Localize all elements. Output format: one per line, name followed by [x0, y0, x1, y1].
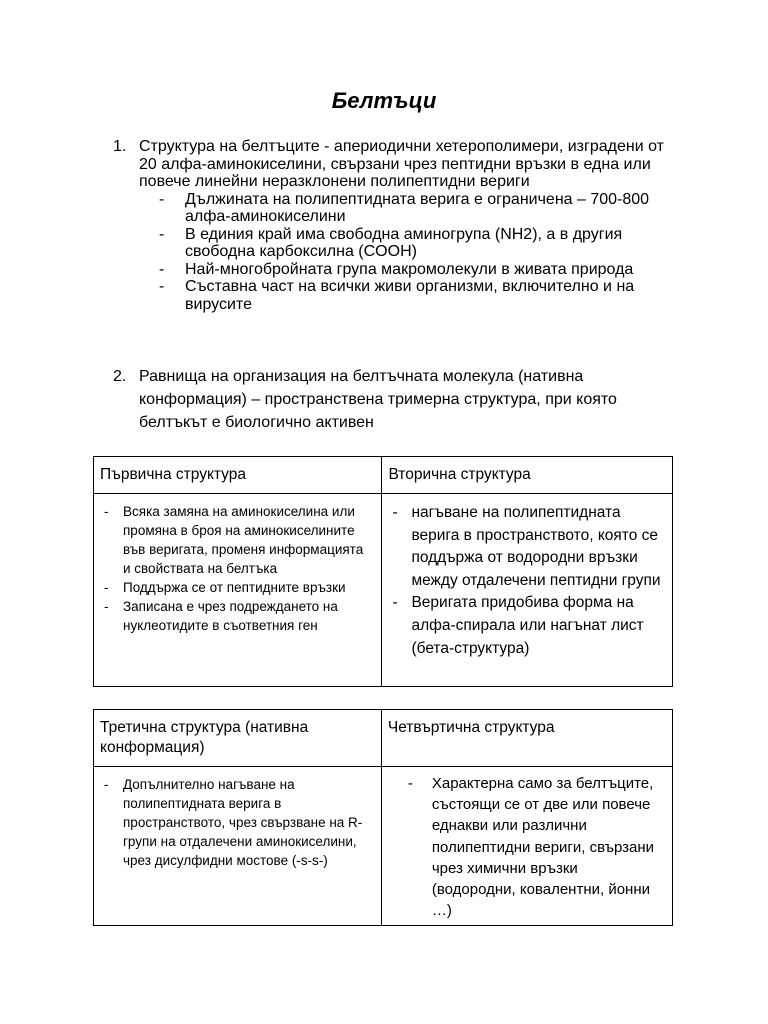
- list-item: - Най-многобройната група макромолекули в живата природа: [159, 260, 634, 278]
- list-item: - Записана е чрез подреждането на нуклеотидите в съответния ген: [104, 599, 338, 633]
- list-item: - В единия край има свободна аминогрупа (NH2), а в другия свободна карбоксилна (COOH): [159, 225, 623, 260]
- dash-bullet: -: [159, 278, 165, 295]
- list-item: - Поддържа се от пептидните връзки: [104, 580, 346, 595]
- dash-bullet: -: [104, 504, 109, 519]
- list-item: - Съставна част на всички живи организми, включително и на вирусите: [159, 278, 635, 313]
- tertiary-structure-cell: [94, 767, 382, 926]
- list-item: - нагъване на полипептидната верига в пространството, която се поддържа от водородни връзки между отдалечени пептидни групи: [392, 504, 661, 589]
- list-item: - Допълнително нагъване на полипептидната верига в пространството, чрез свързване на R-групи на отдалечени аминокиселини, чрез дисулфидни мостове (-s-s-): [104, 777, 363, 868]
- dash-bullet: -: [159, 225, 165, 243]
- primary-structure-header: Първична структура: [94, 457, 382, 494]
- primary-structure-cell: [94, 494, 382, 687]
- dash-bullet: -: [104, 580, 109, 595]
- quaternary-structure-header: Четвъртична структура: [381, 710, 672, 767]
- list-item: - Характерна само за белтъците, състоящи се от две или повече еднакви или различни полипептидни вериги, свързани чрез химични връзки (водородни, ковалентни, йонни …): [407, 775, 654, 920]
- section-1-bullets: [159, 191, 673, 314]
- dash-bullet: -: [104, 777, 109, 792]
- structure-table-1: [93, 456, 673, 687]
- dash-bullet: -: [159, 260, 165, 278]
- section-2: [113, 365, 673, 434]
- dash-bullet: -: [392, 594, 398, 612]
- dash-bullet: -: [104, 599, 109, 614]
- list-item: - Веригата придобива форма на алфа-спирала или нагънат лист (бета-структура): [392, 594, 644, 657]
- section-1-text: Структура на белтъците - апериодични хетерополимери, изградени от 20 алфа-аминокиселини, свързани чрез пептидни връзки в една или повече линейни неразклонени полипептидни вериги: [139, 138, 664, 190]
- section-2-number: 2.: [113, 368, 127, 385]
- structure-table-2: [93, 709, 673, 926]
- dash-bullet: -: [407, 775, 413, 792]
- quaternary-structure-cell: [381, 767, 672, 926]
- list-item: - Дължината на полипептидната верига е ограничена – 700-800 алфа-аминокиселини: [159, 190, 650, 225]
- tertiary-structure-header: Третична структура (нативна конформация): [94, 710, 382, 767]
- page-title: Белтъци: [331, 88, 437, 113]
- secondary-structure-cell: [382, 494, 673, 687]
- dash-bullet: -: [392, 504, 398, 521]
- section-2-text: Равнища на организация на белтъчната молекула (нативна конформация) – пространствена тримерна структура, при която белтъкът е биологично активен: [139, 368, 617, 431]
- dash-bullet: -: [159, 190, 165, 208]
- secondary-structure-header: Вторична структура: [382, 457, 673, 494]
- list-item: - Всяка замяна на аминокиселина или промяна в броя на аминокиселините във веригата, променя информацията и свойствата на белтъка: [104, 504, 364, 576]
- section-1: [113, 138, 673, 313]
- section-1-number: 1.: [113, 138, 127, 155]
